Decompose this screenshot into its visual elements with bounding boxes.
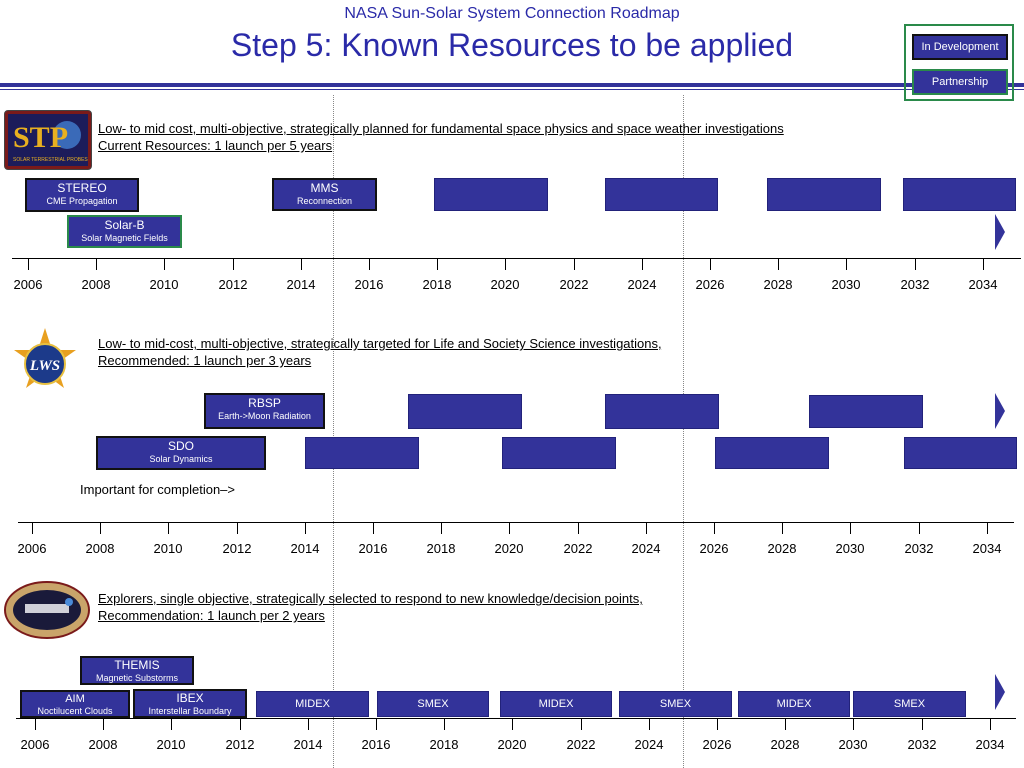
year-label: 2008 [85,541,115,556]
stp-logo-icon [5,111,91,169]
year-tick [171,718,172,730]
mission-ibex [133,689,247,718]
mission-stereo [25,178,139,212]
year-label: 2012 [225,737,255,752]
lws-timeline-ticks [0,522,1024,556]
stp-future-slot [903,178,1016,211]
lws-description-line1: Low- to mid-cost, multi-objective, strategically targeted for Life and Society Science investigations, [98,336,662,351]
lws-future-slot [904,437,1017,469]
mission-ibex-name: IBEX [176,691,204,705]
year-label: 2006 [20,737,50,752]
year-tick [646,522,647,534]
year-tick [915,258,916,270]
mission-aim [20,690,130,718]
lws-description-line2: Recommended: 1 launch per 3 years [98,353,312,368]
year-tick [305,522,306,534]
header-rule-bottom [0,89,1024,90]
year-tick [237,522,238,534]
year-tick [649,718,650,730]
mission-stereo-sub: CME Propagation [46,195,118,206]
year-tick [714,522,715,534]
lws-logo-icon [10,326,80,402]
completion-note: Important for completion–> [80,482,235,497]
continuation-arrow-icon [995,214,1005,250]
explorer-slot-label: MIDEX [538,698,574,710]
year-tick [28,258,29,270]
mission-themis-sub: Magnetic Substorms [95,672,179,683]
mission-themis-name: THEMIS [114,658,160,672]
year-label: 2032 [907,737,937,752]
year-tick [574,258,575,270]
year-label: 2020 [497,737,527,752]
year-label: 2010 [156,737,186,752]
year-label: 2016 [354,277,384,292]
year-label: 2026 [702,737,732,752]
lws-future-slot [305,437,419,469]
explorer-slot-label: MIDEX [295,698,330,710]
year-tick [717,718,718,730]
year-label: 2010 [149,277,179,292]
year-tick [990,718,991,730]
year-tick [441,522,442,534]
stp-logo-text: STP [13,121,69,154]
year-tick [301,258,302,270]
explorer-slot [377,691,489,717]
year-label: 2010 [153,541,183,556]
year-tick [512,718,513,730]
year-tick [853,718,854,730]
year-tick [373,522,374,534]
year-label: 2032 [904,541,934,556]
mission-sdo [96,436,266,470]
year-tick [846,258,847,270]
explorer-slot [738,691,850,717]
year-label: 2028 [763,277,793,292]
year-label: 2018 [426,541,456,556]
year-label: 2014 [293,737,323,752]
mission-stereo-name: STEREO [57,181,107,195]
year-tick [35,718,36,730]
year-tick [32,522,33,534]
header-rule-top [0,83,1024,87]
lws-future-slot [605,394,719,429]
year-tick [509,522,510,534]
year-tick [444,718,445,730]
year-label: 2008 [88,737,118,752]
mission-sdo-name: SDO [167,439,194,453]
year-tick [103,718,104,730]
explorer-slot-label: SMEX [417,698,449,710]
year-label: 2024 [631,541,661,556]
lws-future-slot [809,395,923,428]
mission-ibex-sub: Interstellar Boundary [148,705,232,716]
year-tick [505,258,506,270]
year-label: 2024 [634,737,664,752]
year-label: 2034 [972,541,1002,556]
year-label: 2030 [831,277,861,292]
year-tick [437,258,438,270]
year-label: 2034 [975,737,1005,752]
page-title: Step 5: Known Resources to be applied [230,27,794,63]
legend-partnership [912,69,1008,95]
year-tick [987,522,988,534]
mission-mms-name: MMS [310,181,339,195]
stp-future-slot [605,178,718,211]
year-label: 2032 [900,277,930,292]
explorers-description-line1: Explorers, single objective, strategically selected to respond to new knowledge/decision points, [98,591,643,606]
year-tick [100,522,101,534]
year-label: 2028 [770,737,800,752]
year-label: 2012 [218,277,248,292]
year-tick [168,522,169,534]
mission-mms-sub: Reconnection [296,195,353,206]
stp-logo [4,110,92,170]
year-label: 2026 [699,541,729,556]
year-label: 2022 [563,541,593,556]
explorers-timeline-ticks [0,718,1024,752]
year-label: 2030 [835,541,865,556]
year-label: 2016 [358,541,388,556]
year-label: 2024 [627,277,657,292]
lws-logo [10,326,80,402]
legend-in-development-label: In Development [921,41,999,53]
year-tick [164,258,165,270]
year-label: 2018 [422,277,452,292]
stp-future-slot [767,178,881,211]
year-label: 2016 [361,737,391,752]
year-tick [581,718,582,730]
year-label: 2026 [695,277,725,292]
explorers-description-line2: Recommendation: 1 launch per 2 years [98,608,325,623]
lws-future-slot [502,437,616,469]
continuation-arrow-icon [995,674,1005,710]
year-tick [578,522,579,534]
year-label: 2006 [17,541,47,556]
mission-aim-name: AIM [65,693,85,705]
year-tick [850,522,851,534]
explorer-slot-label: SMEX [893,698,926,710]
stp-timeline-ticks [0,258,1024,292]
year-tick [240,718,241,730]
explorers-logo [3,580,91,640]
year-label: 2020 [490,277,520,292]
legend-partnership-label: Partnership [931,76,989,88]
mission-mms [272,178,377,211]
mission-sdo-sub: Solar Dynamics [149,453,213,464]
explorer-slot [853,691,966,717]
explorer-slot [256,691,369,717]
continuation-arrow-icon [995,393,1005,429]
year-tick [96,258,97,270]
year-tick [642,258,643,270]
year-label: 2020 [494,541,524,556]
year-label: 2006 [13,277,43,292]
explorer-slot [500,691,612,717]
year-label: 2022 [559,277,589,292]
mission-solar-b-sub: Solar Magnetic Fields [81,232,168,243]
lws-future-slot [408,394,522,429]
explorer-slot-label: MIDEX [776,698,812,710]
stp-future-slot [434,178,548,211]
year-tick [233,258,234,270]
year-tick [376,718,377,730]
lws-logo-text: LWS [29,358,61,374]
stp-description-line2: Current Resources: 1 launch per 5 years [98,138,333,153]
year-label: 2022 [566,737,596,752]
mission-rbsp-name: RBSP [248,396,281,410]
year-tick [369,258,370,270]
year-tick [785,718,786,730]
legend-in-development [912,34,1008,60]
year-label: 2012 [222,541,252,556]
mission-solar-b [67,215,182,248]
year-label: 2014 [286,277,316,292]
explorer-slot-label: SMEX [659,698,692,710]
mission-aim-sub: Noctilucent Clouds [37,705,113,716]
year-tick [983,258,984,270]
year-tick [308,718,309,730]
year-label: 2030 [838,737,868,752]
year-tick [922,718,923,730]
lws-future-slot [715,437,829,469]
year-label: 2008 [81,277,111,292]
mission-rbsp-sub: Earth->Moon Radiation [218,410,311,421]
year-label: 2034 [968,277,998,292]
year-label: 2014 [290,541,320,556]
mission-themis [80,656,194,685]
explorers-logo-icon [3,580,91,640]
stp-description-line1: Low- to mid cost, multi-objective, strategically planned for fundamental space physics and space weather investigations [98,121,784,136]
year-label: 2028 [767,541,797,556]
explorer-slot [619,691,732,717]
mission-solar-b-name: Solar-B [104,218,145,232]
year-tick [778,258,779,270]
stp-logo-caption: SOLAR TERRESTRIAL PROBES [13,157,88,163]
mission-rbsp [204,393,325,429]
roadmap-subtitle: NASA Sun-Solar System Connection Roadmap [344,5,680,22]
year-label: 2018 [429,737,459,752]
year-tick [919,522,920,534]
year-tick [710,258,711,270]
year-tick [782,522,783,534]
